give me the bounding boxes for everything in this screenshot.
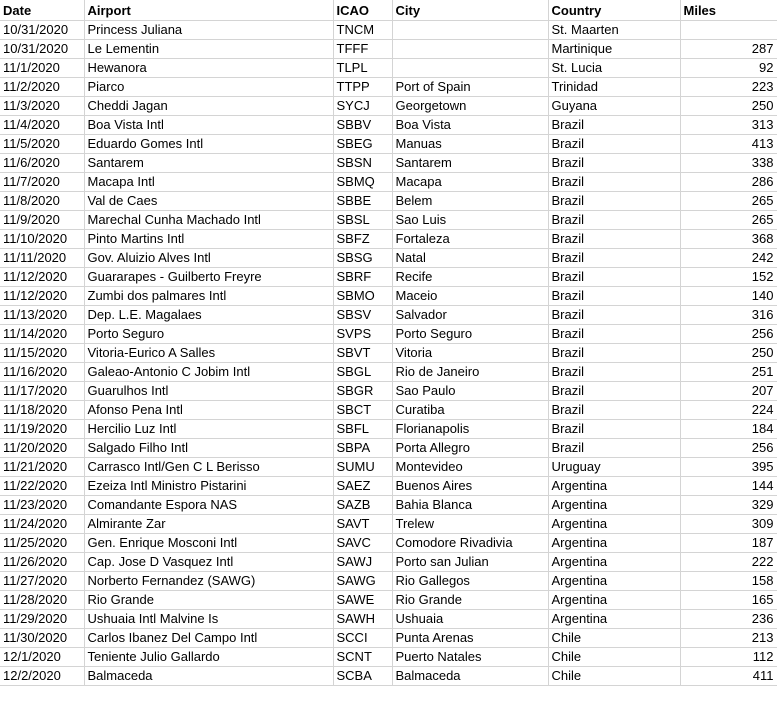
cell-airport[interactable]: Galeao-Antonio C Jobim Intl xyxy=(84,362,333,381)
cell-icao[interactable]: SAZB xyxy=(333,495,392,514)
cell-city[interactable]: Natal xyxy=(392,248,548,267)
table-row xyxy=(0,286,777,305)
cell-country[interactable]: Brazil xyxy=(548,191,680,210)
cell-country[interactable]: Brazil xyxy=(548,305,680,324)
cell-city[interactable]: Ushuaia xyxy=(392,609,548,628)
cell-airport[interactable]: Cap. Jose D Vasquez Intl xyxy=(84,552,333,571)
cell-miles[interactable]: 309 xyxy=(680,514,777,533)
cell-city[interactable]: Sao Paulo xyxy=(392,381,548,400)
cell-miles[interactable]: 224 xyxy=(680,400,777,419)
table-row xyxy=(0,77,777,96)
cell-airport[interactable]: Porto Seguro xyxy=(84,324,333,343)
cell-date[interactable]: 11/12/2020 xyxy=(0,286,84,305)
cell-city[interactable]: Comodore Rivadivia xyxy=(392,533,548,552)
cell-date[interactable]: 11/10/2020 xyxy=(0,229,84,248)
cell-country[interactable]: Brazil xyxy=(548,267,680,286)
cell-airport[interactable]: Val de Caes xyxy=(84,191,333,210)
cell-country[interactable]: Martinique xyxy=(548,39,680,58)
cell-country[interactable]: Brazil xyxy=(548,400,680,419)
cell-date[interactable]: 11/30/2020 xyxy=(0,628,84,647)
table-row xyxy=(0,609,777,628)
cell-miles[interactable]: 368 xyxy=(680,229,777,248)
cell-miles[interactable]: 329 xyxy=(680,495,777,514)
cell-city[interactable]: Maceio xyxy=(392,286,548,305)
cell-icao[interactable]: TNCM xyxy=(333,20,392,39)
cell-miles[interactable]: 213 xyxy=(680,628,777,647)
cell-date[interactable]: 11/8/2020 xyxy=(0,191,84,210)
cell-city[interactable]: Porta Allegro xyxy=(392,438,548,457)
cell-date[interactable]: 11/29/2020 xyxy=(0,609,84,628)
table-row xyxy=(0,229,777,248)
table-row xyxy=(0,400,777,419)
cell-city[interactable]: Georgetown xyxy=(392,96,548,115)
table-row xyxy=(0,647,777,666)
cell-miles[interactable]: 338 xyxy=(680,153,777,172)
cell-airport[interactable]: Zumbi dos palmares Intl xyxy=(84,286,333,305)
cell-country[interactable]: Chile xyxy=(548,647,680,666)
cell-icao[interactable]: SYCJ xyxy=(333,96,392,115)
cell-city[interactable]: Puerto Natales xyxy=(392,647,548,666)
cell-country[interactable]: Brazil xyxy=(548,172,680,191)
table-row xyxy=(0,381,777,400)
cell-country[interactable]: Chile xyxy=(548,666,680,685)
cell-date[interactable]: 11/14/2020 xyxy=(0,324,84,343)
cell-city[interactable]: Santarem xyxy=(392,153,548,172)
cell-airport[interactable]: Marechal Cunha Machado Intl xyxy=(84,210,333,229)
cell-miles[interactable]: 395 xyxy=(680,457,777,476)
cell-airport[interactable]: Santarem xyxy=(84,153,333,172)
cell-airport[interactable]: Boa Vista Intl xyxy=(84,115,333,134)
cell-airport[interactable]: Comandante Espora NAS xyxy=(84,495,333,514)
table-row xyxy=(0,96,777,115)
cell-miles[interactable]: 152 xyxy=(680,267,777,286)
header-airport[interactable]: Airport xyxy=(84,0,333,20)
cell-miles[interactable]: 316 xyxy=(680,305,777,324)
cell-airport[interactable]: Gov. Aluizio Alves Intl xyxy=(84,248,333,267)
cell-miles[interactable]: 287 xyxy=(680,39,777,58)
cell-city[interactable] xyxy=(392,58,548,77)
cell-airport[interactable]: Teniente Julio Gallardo xyxy=(84,647,333,666)
cell-city[interactable]: Belem xyxy=(392,191,548,210)
cell-airport[interactable]: Eduardo Gomes Intl xyxy=(84,134,333,153)
cell-airport[interactable]: Pinto Martins Intl xyxy=(84,229,333,248)
cell-city[interactable]: Boa Vista xyxy=(392,115,548,134)
cell-city[interactable]: Porto san Julian xyxy=(392,552,548,571)
cell-city[interactable]: Port of Spain xyxy=(392,77,548,96)
cell-miles[interactable]: 140 xyxy=(680,286,777,305)
cell-date[interactable]: 12/2/2020 xyxy=(0,666,84,685)
cell-icao[interactable]: SCCI xyxy=(333,628,392,647)
cell-city[interactable]: Balmaceda xyxy=(392,666,548,685)
table-row xyxy=(0,362,777,381)
header-icao[interactable]: ICAO xyxy=(333,0,392,20)
cell-country[interactable]: Argentina xyxy=(548,495,680,514)
cell-icao[interactable]: SBSG xyxy=(333,248,392,267)
cell-date[interactable]: 11/22/2020 xyxy=(0,476,84,495)
cell-city[interactable]: Vitoria xyxy=(392,343,548,362)
table-row xyxy=(0,267,777,286)
cell-city[interactable]: Rio Gallegos xyxy=(392,571,548,590)
cell-icao[interactable]: TLPL xyxy=(333,58,392,77)
cell-miles[interactable]: 265 xyxy=(680,210,777,229)
cell-airport[interactable]: Vitoria-Eurico A Salles xyxy=(84,343,333,362)
cell-date[interactable]: 11/26/2020 xyxy=(0,552,84,571)
cell-miles[interactable]: 413 xyxy=(680,134,777,153)
cell-miles[interactable]: 207 xyxy=(680,381,777,400)
cell-city[interactable]: Bahia Blanca xyxy=(392,495,548,514)
table-row xyxy=(0,134,777,153)
cell-date[interactable]: 10/31/2020 xyxy=(0,39,84,58)
cell-miles[interactable]: 144 xyxy=(680,476,777,495)
cell-icao[interactable]: SBRF xyxy=(333,267,392,286)
cell-country[interactable]: Brazil xyxy=(548,248,680,267)
cell-country[interactable]: Uruguay xyxy=(548,457,680,476)
cell-date[interactable]: 11/23/2020 xyxy=(0,495,84,514)
cell-airport[interactable]: Afonso Pena Intl xyxy=(84,400,333,419)
cell-country[interactable]: Brazil xyxy=(548,343,680,362)
cell-country[interactable]: St. Maarten xyxy=(548,20,680,39)
cell-icao[interactable]: SBMQ xyxy=(333,172,392,191)
cell-miles[interactable]: 112 xyxy=(680,647,777,666)
table-row xyxy=(0,457,777,476)
cell-country[interactable]: Guyana xyxy=(548,96,680,115)
cell-miles[interactable] xyxy=(680,20,777,39)
cell-airport[interactable]: Cheddi Jagan xyxy=(84,96,333,115)
cell-miles[interactable]: 165 xyxy=(680,590,777,609)
cell-miles[interactable]: 250 xyxy=(680,343,777,362)
cell-country[interactable]: Brazil xyxy=(548,286,680,305)
cell-date[interactable]: 11/16/2020 xyxy=(0,362,84,381)
cell-date[interactable]: 11/1/2020 xyxy=(0,58,84,77)
cell-date[interactable]: 11/27/2020 xyxy=(0,571,84,590)
cell-country[interactable]: Brazil xyxy=(548,419,680,438)
table-row xyxy=(0,552,777,571)
cell-airport[interactable]: Rio Grande xyxy=(84,590,333,609)
cell-city[interactable]: Rio de Janeiro xyxy=(392,362,548,381)
table-row xyxy=(0,628,777,647)
cell-icao[interactable]: SAEZ xyxy=(333,476,392,495)
cell-airport[interactable]: Gen. Enrique Mosconi Intl xyxy=(84,533,333,552)
cell-icao[interactable]: SBSL xyxy=(333,210,392,229)
table-row xyxy=(0,438,777,457)
cell-city[interactable] xyxy=(392,20,548,39)
cell-country[interactable]: St. Lucia xyxy=(548,58,680,77)
cell-date[interactable]: 11/5/2020 xyxy=(0,134,84,153)
cell-miles[interactable]: 411 xyxy=(680,666,777,685)
cell-icao[interactable]: TFFF xyxy=(333,39,392,58)
cell-miles[interactable]: 250 xyxy=(680,96,777,115)
cell-icao[interactable]: SCBA xyxy=(333,666,392,685)
cell-airport[interactable]: Carlos Ibanez Del Campo Intl xyxy=(84,628,333,647)
table-row xyxy=(0,115,777,134)
cell-airport[interactable]: Salgado Filho Intl xyxy=(84,438,333,457)
table-body xyxy=(0,20,777,685)
cell-airport[interactable]: Hercilio Luz Intl xyxy=(84,419,333,438)
cell-miles[interactable]: 313 xyxy=(680,115,777,134)
table-row xyxy=(0,172,777,191)
cell-city[interactable]: Manuas xyxy=(392,134,548,153)
header-country[interactable]: Country xyxy=(548,0,680,20)
table-row xyxy=(0,533,777,552)
cell-airport[interactable]: Piarco xyxy=(84,77,333,96)
cell-country[interactable]: Argentina xyxy=(548,476,680,495)
cell-airport[interactable]: Ezeiza Intl Ministro Pistarini xyxy=(84,476,333,495)
cell-airport[interactable]: Dep. L.E. Magalaes xyxy=(84,305,333,324)
table-row xyxy=(0,666,777,685)
cell-country[interactable]: Brazil xyxy=(548,438,680,457)
cell-icao[interactable]: SUMU xyxy=(333,457,392,476)
cell-airport[interactable]: Almirante Zar xyxy=(84,514,333,533)
cell-miles[interactable]: 251 xyxy=(680,362,777,381)
cell-country[interactable]: Argentina xyxy=(548,514,680,533)
table-row xyxy=(0,39,777,58)
cell-icao[interactable]: SAWJ xyxy=(333,552,392,571)
cell-date[interactable]: 11/15/2020 xyxy=(0,343,84,362)
table-row xyxy=(0,419,777,438)
cell-miles[interactable]: 236 xyxy=(680,609,777,628)
cell-date[interactable]: 10/31/2020 xyxy=(0,20,84,39)
cell-date[interactable]: 11/28/2020 xyxy=(0,590,84,609)
cell-icao[interactable]: SBBE xyxy=(333,191,392,210)
cell-city[interactable]: Trelew xyxy=(392,514,548,533)
cell-date[interactable]: 11/13/2020 xyxy=(0,305,84,324)
cell-date[interactable]: 11/11/2020 xyxy=(0,248,84,267)
cell-country[interactable]: Argentina xyxy=(548,609,680,628)
cell-country[interactable]: Chile xyxy=(548,628,680,647)
table-row xyxy=(0,20,777,39)
cell-icao[interactable]: SBCT xyxy=(333,400,392,419)
table-row xyxy=(0,248,777,267)
cell-icao[interactable]: SBGL xyxy=(333,362,392,381)
cell-miles[interactable]: 222 xyxy=(680,552,777,571)
cell-miles[interactable]: 256 xyxy=(680,324,777,343)
cell-icao[interactable]: SBFL xyxy=(333,419,392,438)
cell-country[interactable]: Brazil xyxy=(548,362,680,381)
cell-date[interactable]: 11/21/2020 xyxy=(0,457,84,476)
cell-country[interactable]: Brazil xyxy=(548,153,680,172)
table-row xyxy=(0,571,777,590)
table-row xyxy=(0,58,777,77)
cell-icao[interactable]: SBSV xyxy=(333,305,392,324)
cell-city[interactable]: Sao Luis xyxy=(392,210,548,229)
cell-miles[interactable]: 184 xyxy=(680,419,777,438)
cell-icao[interactable]: SBSN xyxy=(333,153,392,172)
cell-date[interactable]: 11/2/2020 xyxy=(0,77,84,96)
table-row xyxy=(0,476,777,495)
cell-city[interactable]: Fortaleza xyxy=(392,229,548,248)
header-row xyxy=(0,0,777,20)
cell-miles[interactable]: 158 xyxy=(680,571,777,590)
table-row xyxy=(0,305,777,324)
cell-icao[interactable]: SBPA xyxy=(333,438,392,457)
cell-city[interactable]: Recife xyxy=(392,267,548,286)
cell-country[interactable]: Brazil xyxy=(548,381,680,400)
table-row xyxy=(0,343,777,362)
cell-country[interactable]: Argentina xyxy=(548,571,680,590)
cell-country[interactable]: Brazil xyxy=(548,115,680,134)
cell-icao[interactable]: SBFZ xyxy=(333,229,392,248)
cell-airport[interactable]: Guararapes - Guilberto Freyre xyxy=(84,267,333,286)
cell-icao[interactable]: SBVT xyxy=(333,343,392,362)
cell-city[interactable]: Curatiba xyxy=(392,400,548,419)
cell-icao[interactable]: SVPS xyxy=(333,324,392,343)
cell-airport[interactable]: Norberto Fernandez (SAWG) xyxy=(84,571,333,590)
cell-city[interactable]: Salvador xyxy=(392,305,548,324)
cell-date[interactable]: 11/25/2020 xyxy=(0,533,84,552)
cell-country[interactable]: Argentina xyxy=(548,590,680,609)
cell-date[interactable]: 11/17/2020 xyxy=(0,381,84,400)
cell-icao[interactable]: SAVT xyxy=(333,514,392,533)
cell-airport[interactable]: Macapa Intl xyxy=(84,172,333,191)
cell-city[interactable]: Florianapolis xyxy=(392,419,548,438)
table-row xyxy=(0,495,777,514)
header-date[interactable]: Date xyxy=(0,0,84,20)
cell-miles[interactable]: 256 xyxy=(680,438,777,457)
cell-icao[interactable]: SAVC xyxy=(333,533,392,552)
cell-icao[interactable]: SBBV xyxy=(333,115,392,134)
cell-city[interactable]: Porto Seguro xyxy=(392,324,548,343)
cell-miles[interactable]: 286 xyxy=(680,172,777,191)
cell-icao[interactable]: SAWH xyxy=(333,609,392,628)
cell-date[interactable]: 12/1/2020 xyxy=(0,647,84,666)
cell-city[interactable]: Punta Arenas xyxy=(392,628,548,647)
cell-icao[interactable]: SBMO xyxy=(333,286,392,305)
cell-airport[interactable]: Le Lementin xyxy=(84,39,333,58)
table-row xyxy=(0,210,777,229)
table-row xyxy=(0,153,777,172)
cell-city[interactable]: Montevideo xyxy=(392,457,548,476)
table-row xyxy=(0,590,777,609)
cell-airport[interactable]: Ushuaia Intl Malvine Is xyxy=(84,609,333,628)
cell-date[interactable]: 11/24/2020 xyxy=(0,514,84,533)
cell-country[interactable]: Trinidad xyxy=(548,77,680,96)
cell-city[interactable]: Buenos Aires xyxy=(392,476,548,495)
cell-date[interactable]: 11/7/2020 xyxy=(0,172,84,191)
cell-miles[interactable]: 187 xyxy=(680,533,777,552)
cell-airport[interactable]: Princess Juliana xyxy=(84,20,333,39)
cell-miles[interactable]: 265 xyxy=(680,191,777,210)
cell-country[interactable]: Brazil xyxy=(548,229,680,248)
table-row xyxy=(0,514,777,533)
cell-country[interactable]: Brazil xyxy=(548,324,680,343)
cell-date[interactable]: 11/6/2020 xyxy=(0,153,84,172)
cell-date[interactable]: 11/3/2020 xyxy=(0,96,84,115)
cell-date[interactable]: 11/19/2020 xyxy=(0,419,84,438)
cell-airport[interactable]: Hewanora xyxy=(84,58,333,77)
cell-city[interactable]: Macapa xyxy=(392,172,548,191)
cell-date[interactable]: 11/18/2020 xyxy=(0,400,84,419)
cell-date[interactable]: 11/20/2020 xyxy=(0,438,84,457)
cell-miles[interactable]: 92 xyxy=(680,58,777,77)
cell-country[interactable]: Brazil xyxy=(548,210,680,229)
cell-miles[interactable]: 242 xyxy=(680,248,777,267)
cell-airport[interactable]: Balmaceda xyxy=(84,666,333,685)
cell-city[interactable]: Rio Grande xyxy=(392,590,548,609)
header-city[interactable]: City xyxy=(392,0,548,20)
cell-country[interactable]: Argentina xyxy=(548,552,680,571)
cell-airport[interactable]: Carrasco Intl/Gen C L Berisso xyxy=(84,457,333,476)
cell-icao[interactable]: SAWE xyxy=(333,590,392,609)
cell-icao[interactable]: SCNT xyxy=(333,647,392,666)
cell-date[interactable]: 11/4/2020 xyxy=(0,115,84,134)
cell-country[interactable]: Argentina xyxy=(548,533,680,552)
cell-city[interactable] xyxy=(392,39,548,58)
header-miles[interactable]: Miles xyxy=(680,0,777,20)
cell-date[interactable]: 11/12/2020 xyxy=(0,267,84,286)
cell-icao[interactable]: TTPP xyxy=(333,77,392,96)
cell-date[interactable]: 11/9/2020 xyxy=(0,210,84,229)
cell-icao[interactable]: SAWG xyxy=(333,571,392,590)
cell-airport[interactable]: Guarulhos Intl xyxy=(84,381,333,400)
cell-miles[interactable]: 223 xyxy=(680,77,777,96)
table-row xyxy=(0,191,777,210)
cell-icao[interactable]: SBGR xyxy=(333,381,392,400)
cell-country[interactable]: Brazil xyxy=(548,134,680,153)
cell-icao[interactable]: SBEG xyxy=(333,134,392,153)
table-row xyxy=(0,324,777,343)
